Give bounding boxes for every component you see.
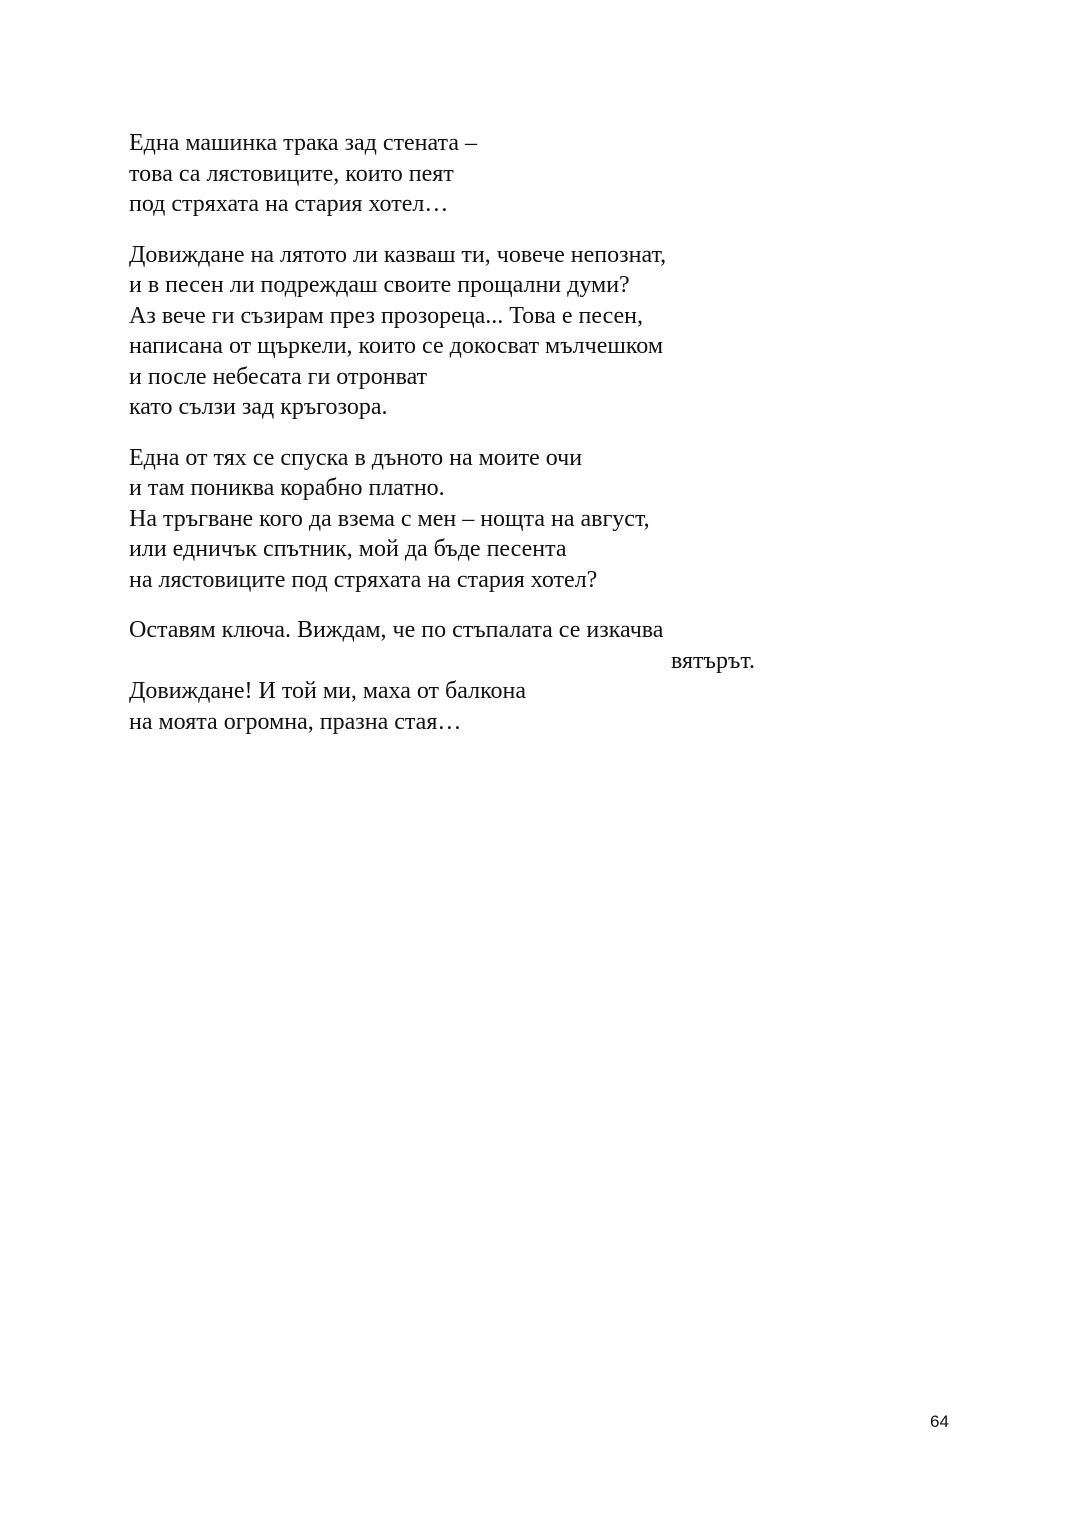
poem-line: написана от щъркели, които се докосват мълчешком	[129, 333, 663, 359]
poem-line: Една машинка трака зад стената –	[129, 130, 477, 156]
poem-line: на лястовиците под стряхата на стария хотел?	[129, 566, 598, 593]
poem-line: и там пониква корабно платно.	[129, 475, 445, 501]
poem-line: това са лястовиците, които пеят	[129, 160, 454, 187]
stanza-4	[129, 615, 829, 737]
poem-line: и после небесата ги отронват	[129, 363, 428, 390]
stanza-3	[129, 443, 829, 596]
poem-line: на моята огромна, празна стая…	[129, 708, 462, 735]
poem-line: Оставям ключа. Виждам, че по стъпалата се изкачва	[129, 617, 664, 643]
page-number: 64	[930, 1412, 949, 1431]
poem-line: На тръгване кого да взема с мен – нощта на август,	[129, 505, 650, 532]
poem-line-indented: вятърът.	[671, 647, 756, 674]
poem-line: или едничък спътник, мой да бъде песента	[129, 536, 567, 562]
poem-line: Довиждане на лятото ли казваш ти, човече непознат,	[129, 241, 667, 268]
poem-line: Една от тях се спуска в дъното на моите очи	[129, 444, 583, 471]
poem-line: Довиждане! И той ми, маха от балкона	[129, 678, 527, 704]
poem-line: Аз вече ги съзирам през прозореца... Това е песен,	[129, 302, 644, 329]
poem-line: като сълзи зад кръгозора.	[129, 394, 388, 420]
stanza-2	[129, 240, 829, 423]
stanza-1	[129, 128, 829, 220]
poem-line: и в песен ли подреждаш своите прощални думи?	[129, 272, 630, 298]
poem	[129, 128, 829, 757]
poem-line: под стряхата на стария хотел…	[129, 191, 449, 217]
